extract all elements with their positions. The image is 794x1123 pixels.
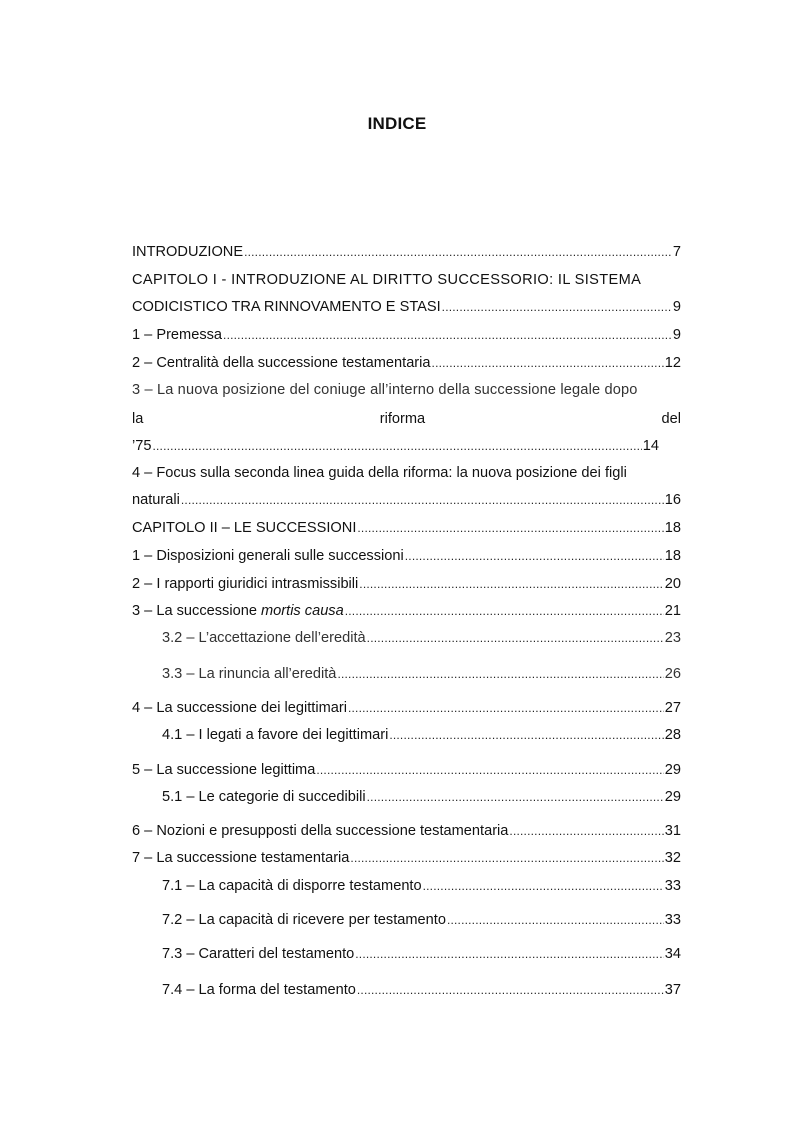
dot-leader [348, 698, 664, 718]
dot-leader [316, 760, 663, 780]
toc-entry-page: 29 [664, 762, 681, 778]
toc-entry-title: 5 – La successione legittima [132, 762, 316, 778]
toc-entry-title: 3.3 – La rinuncia all’eredità [162, 666, 337, 682]
toc-entry-capitolo-2[interactable] [132, 518, 681, 538]
toc-entry-title: 7 – La successione testamentaria [132, 850, 350, 866]
page-title: INDICE [367, 114, 427, 133]
toc-entry-title: naturali [132, 492, 180, 508]
justified-word: la [132, 411, 144, 427]
dot-leader [337, 664, 663, 684]
toc-entry-page: 29 [664, 789, 681, 805]
toc-entry-title: 5.1 – Le categorie di succedibili [162, 789, 366, 805]
toc-entry-title: 2 – Centralità della successione testamentaria [132, 355, 431, 371]
toc-entry-disposizioni[interactable] [132, 546, 681, 566]
toc-entry-title-prefix: 3 – La successione [132, 603, 261, 619]
toc-entry-page: 14 [642, 438, 659, 454]
toc-entry-testamentaria[interactable] [132, 848, 681, 868]
toc-entry-capacita-disporre[interactable] [162, 876, 681, 896]
toc-entry-rinuncia[interactable] [162, 664, 681, 684]
toc-entry-categorie[interactable] [162, 787, 681, 807]
toc-entry-title: 1 – Premessa [132, 327, 223, 343]
toc-entry-legittima[interactable] [132, 760, 681, 780]
dot-leader [152, 436, 641, 456]
dot-leader [223, 325, 672, 345]
toc-entry-title: 1 – Disposizioni generali sulle successioni [132, 548, 404, 564]
dot-leader [405, 546, 664, 566]
toc-entry-title: CODICISTICO TRA RINNOVAMENTO E STASI [132, 299, 441, 315]
toc-entry-nozioni[interactable] [132, 821, 681, 841]
toc-entry-page: 21 [664, 603, 681, 619]
toc-entry-coniuge-line1[interactable] [132, 380, 681, 400]
toc-entry-page: 12 [664, 355, 681, 371]
dot-leader [389, 725, 663, 745]
toc-entry-page: 7 [672, 244, 681, 260]
toc-entry-title: 7.1 – La capacità di disporre testamento [162, 878, 422, 894]
toc-entry-coniuge[interactable] [132, 436, 659, 456]
toc-entry-focus[interactable] [132, 490, 681, 510]
dot-leader [447, 910, 664, 930]
dot-leader [423, 876, 664, 896]
toc-entry-title: 2 – I rapporti giuridici intrasmissibili [132, 576, 359, 592]
toc-entry-title: INTRODUZIONE [132, 244, 244, 260]
dot-leader [181, 490, 664, 510]
toc-entry-introduzione[interactable] [132, 242, 681, 262]
toc-entry-title: 3.2 – L’accettazione dell’eredità [162, 630, 366, 646]
toc-entry-capitolo-1[interactable] [132, 297, 681, 317]
toc-entry-page: 23 [664, 630, 681, 646]
dot-leader [367, 628, 664, 648]
dot-leader [432, 353, 664, 373]
dot-leader [367, 787, 664, 807]
toc-entry-title: 6 – Nozioni e presupposti della successione testamentaria [132, 823, 509, 839]
toc-entry-mortis-causa[interactable] [132, 601, 681, 621]
dot-leader [357, 980, 664, 1000]
toc-entry-page: 18 [664, 520, 681, 536]
toc-entry-page: 9 [672, 327, 681, 343]
toc-entry-rapporti[interactable] [132, 574, 681, 594]
dot-leader [509, 821, 663, 841]
toc-entry-capitolo-1-line1[interactable] [132, 270, 681, 290]
toc-entry-caratteri[interactable] [162, 944, 681, 964]
toc-entry-forma[interactable] [162, 980, 681, 1000]
toc-entry-title: 7.2 – La capacità di ricevere per testamento [162, 912, 446, 928]
toc-entry-title-italic: mortis causa [261, 603, 344, 619]
toc-entry-page: 18 [664, 548, 681, 564]
toc-entry-page: 20 [664, 576, 681, 592]
toc-entry-page: 9 [672, 299, 681, 315]
toc-entry-page: 28 [664, 727, 681, 743]
dot-leader [359, 574, 663, 594]
toc-entry-premessa[interactable] [132, 325, 681, 345]
toc-entry-title: 4.1 – I legati a favore dei legittimari [162, 727, 389, 743]
toc-entry-page: 27 [664, 700, 681, 716]
toc-entry-page: 31 [664, 823, 681, 839]
toc-entry-focus-line1[interactable] [132, 463, 681, 483]
dot-leader [355, 944, 664, 964]
toc-entry-page: 32 [664, 850, 681, 866]
toc-entry-page: 37 [664, 982, 681, 998]
justified-word: riforma [379, 411, 426, 427]
toc-entry-accettazione[interactable] [162, 628, 681, 648]
dot-leader [350, 848, 663, 868]
dot-leader [345, 601, 664, 621]
toc-entry-page: 26 [664, 666, 681, 682]
toc-entry-title-line1: 3 – La nuova posizione del coniuge all’interno della successione legale dopo [132, 382, 638, 398]
toc-entry-title: CAPITOLO II – LE SUCCESSIONI [132, 520, 357, 536]
toc-entry-capacita-ricevere[interactable] [162, 910, 681, 930]
toc-entry-page: 33 [664, 912, 681, 928]
toc-entry-title: ’75 [132, 438, 152, 454]
toc-entry-title: 4 – La successione dei legittimari [132, 700, 347, 716]
toc-entry-legati[interactable] [162, 725, 681, 745]
toc-entry-page: 16 [664, 492, 681, 508]
toc-entry-page: 33 [664, 878, 681, 894]
toc-entry-title: 7.4 – La forma del testamento [162, 982, 356, 998]
justified-word: del [661, 411, 681, 427]
toc-entry-coniuge-line2 [132, 409, 681, 429]
toc-entry-legittimari[interactable] [132, 698, 681, 718]
dot-leader [442, 297, 672, 317]
dot-leader [244, 242, 672, 262]
toc-entry-title: 7.3 – Caratteri del testamento [162, 946, 355, 962]
toc-entry-page: 34 [664, 946, 681, 962]
toc-entry-centralita[interactable] [132, 353, 681, 373]
toc-entry-title-line1: CAPITOLO I - INTRODUZIONE AL DIRITTO SUCCESSORIO: IL SISTEMA [132, 272, 642, 288]
toc-entry-title-line1: 4 – Focus sulla seconda linea guida della riforma: la nuova posizione dei figli [132, 465, 627, 481]
dot-leader [357, 518, 663, 538]
toc-entry-title [132, 601, 344, 621]
